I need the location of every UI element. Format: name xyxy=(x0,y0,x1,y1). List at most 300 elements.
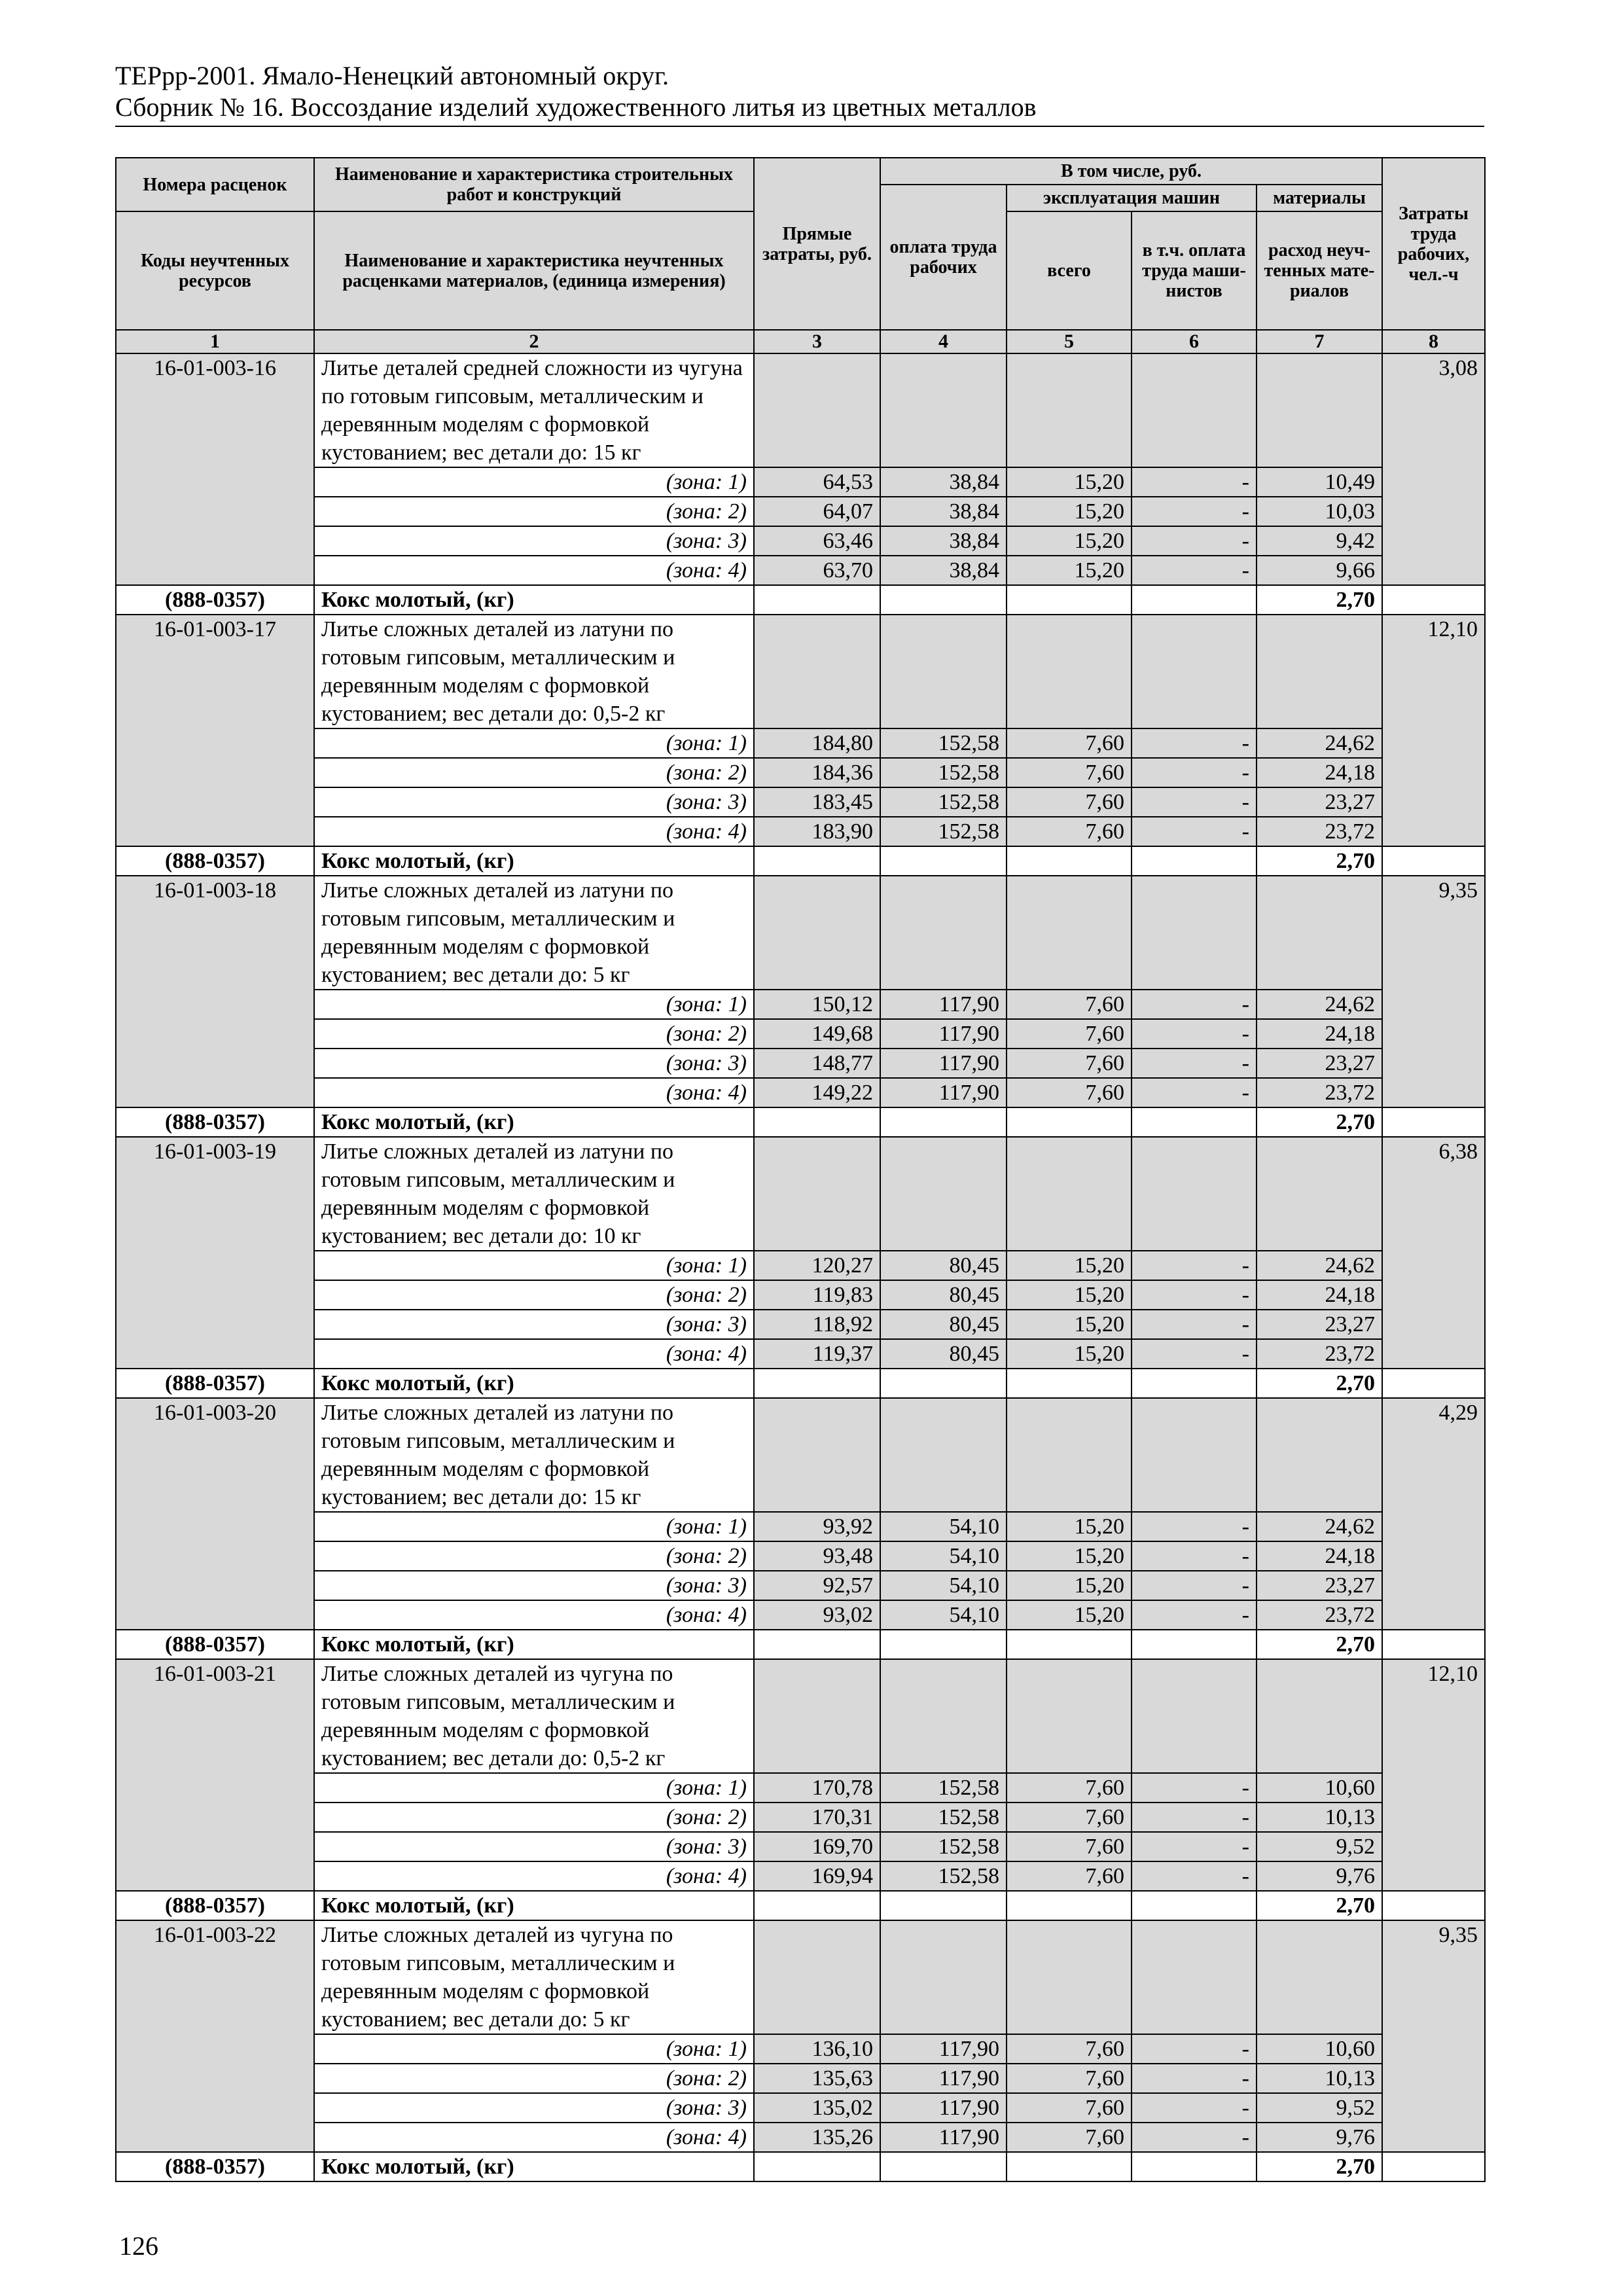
zone-materials: 23,72 xyxy=(1257,817,1382,846)
resource-empty-cell xyxy=(754,1630,880,1659)
zone-label: (зона: 1) xyxy=(314,990,754,1019)
zone-workers-pay: 152,58 xyxy=(880,1773,1007,1803)
column-number: 1 xyxy=(116,330,314,353)
zone-direct-cost: 63,46 xyxy=(754,526,880,556)
rate-cell-machines xyxy=(1007,1659,1132,1773)
rate-description: Литье сложных деталей из латуни по готовым гипсовым, металлическим и деревянным моделям с формовкой кустованием; вес детали до: 5 кг xyxy=(314,876,754,990)
rate-description: Литье сложных деталей из чугуна по готовым гипсовым, металлическим и деревянным моделям с формовкой кустованием; вес детали до: 5 кг xyxy=(314,1920,754,2034)
zone-machines-total: 7,60 xyxy=(1007,2034,1132,2064)
resource-name: Кокс молотый, (кг) xyxy=(314,1369,754,1398)
resource-code: (888-0357) xyxy=(116,585,314,615)
zone-row xyxy=(116,1571,1485,1600)
rate-cell-direct xyxy=(754,1398,880,1512)
resource-empty-cell xyxy=(754,1369,880,1398)
col-workers-pay: оплата труда рабочих xyxy=(880,185,1007,330)
zone-machinist-pay: - xyxy=(1132,1310,1257,1339)
zone-direct-cost: 183,90 xyxy=(754,817,880,846)
zone-row xyxy=(116,758,1485,787)
zone-machinist-pay: - xyxy=(1132,758,1257,787)
rate-row xyxy=(116,876,1485,990)
zone-row xyxy=(116,990,1485,1019)
zone-workers-pay: 117,90 xyxy=(880,1019,1007,1049)
zone-row xyxy=(116,2093,1485,2123)
resource-empty-cell xyxy=(754,585,880,615)
zone-materials: 24,18 xyxy=(1257,758,1382,787)
zone-materials: 23,27 xyxy=(1257,1310,1382,1339)
zone-label: (зона: 4) xyxy=(314,817,754,846)
col-direct-costs: Прямые затраты, руб. xyxy=(754,158,880,330)
zone-machines-total: 7,60 xyxy=(1007,1803,1132,1832)
zone-machines-total: 7,60 xyxy=(1007,2093,1132,2123)
zone-materials: 10,60 xyxy=(1257,2034,1382,2064)
resource-empty-cell xyxy=(880,846,1007,876)
rate-cell-direct xyxy=(754,1137,880,1251)
rate-cell-materials xyxy=(1257,353,1382,467)
zone-materials: 9,76 xyxy=(1257,2123,1382,2152)
col-labor-cost: Затраты труда рабочих, чел.-ч xyxy=(1382,158,1485,330)
zone-machinist-pay: - xyxy=(1132,1861,1257,1891)
zone-materials: 9,66 xyxy=(1257,556,1382,585)
zone-machines-total: 7,60 xyxy=(1007,2064,1132,2093)
zone-direct-cost: 93,92 xyxy=(754,1512,880,1541)
zone-machinist-pay: - xyxy=(1132,1773,1257,1803)
zone-materials: 24,18 xyxy=(1257,1541,1382,1571)
zone-materials: 10,60 xyxy=(1257,1773,1382,1803)
zone-materials: 23,72 xyxy=(1257,1339,1382,1369)
rate-cell-materials xyxy=(1257,876,1382,990)
resource-empty-cell xyxy=(754,2152,880,2181)
resource-code: (888-0357) xyxy=(116,1107,314,1137)
zone-direct-cost: 118,92 xyxy=(754,1310,880,1339)
zone-row xyxy=(116,1803,1485,1832)
zone-label: (зона: 3) xyxy=(314,1049,754,1078)
resource-empty-cell xyxy=(1007,846,1132,876)
rate-labor: 3,08 xyxy=(1382,353,1485,585)
zone-row xyxy=(116,1512,1485,1541)
zone-row xyxy=(116,1078,1485,1107)
zone-label: (зона: 1) xyxy=(314,2034,754,2064)
resource-empty-cell xyxy=(1132,1369,1257,1398)
zone-label: (зона: 2) xyxy=(314,497,754,526)
zone-machines-total: 15,20 xyxy=(1007,556,1132,585)
zone-label: (зона: 2) xyxy=(314,1019,754,1049)
zone-row xyxy=(116,1861,1485,1891)
zone-workers-pay: 54,10 xyxy=(880,1571,1007,1600)
resource-empty-cell xyxy=(1382,585,1485,615)
rate-cell-pay xyxy=(880,1398,1007,1512)
zone-machines-total: 15,20 xyxy=(1007,1310,1132,1339)
rate-cell-direct xyxy=(754,876,880,990)
zone-row xyxy=(116,1280,1485,1310)
zone-machines-total: 7,60 xyxy=(1007,1861,1132,1891)
zone-label: (зона: 3) xyxy=(314,1832,754,1861)
zone-direct-cost: 150,12 xyxy=(754,990,880,1019)
zone-machines-total: 15,20 xyxy=(1007,1251,1132,1280)
resource-amount: 2,70 xyxy=(1257,1630,1382,1659)
zone-row xyxy=(116,1773,1485,1803)
resource-amount: 2,70 xyxy=(1257,1107,1382,1137)
resource-empty-cell xyxy=(1382,1369,1485,1398)
page-header xyxy=(115,60,1483,123)
zone-workers-pay: 117,90 xyxy=(880,2064,1007,2093)
collection-title: ТЕРрр-2001. Ямало-Ненецкий автономный округ. xyxy=(115,61,669,90)
zone-direct-cost: 184,36 xyxy=(754,758,880,787)
header-rule xyxy=(115,126,1484,127)
zone-label: (зона: 3) xyxy=(314,2093,754,2123)
zone-row xyxy=(116,526,1485,556)
zone-machines-total: 7,60 xyxy=(1007,728,1132,758)
column-number: 8 xyxy=(1382,330,1485,353)
resource-row xyxy=(116,1107,1485,1137)
rate-code: 16-01-003-17 xyxy=(116,615,314,846)
zone-machinist-pay: - xyxy=(1132,990,1257,1019)
zone-label: (зона: 1) xyxy=(314,1773,754,1803)
zone-direct-cost: 93,02 xyxy=(754,1600,880,1630)
zone-label: (зона: 2) xyxy=(314,1280,754,1310)
zone-materials: 23,27 xyxy=(1257,1571,1382,1600)
rate-description: Литье сложных деталей из латуни по готовым гипсовым, металлическим и деревянным моделям с формовкой кустованием; вес детали до: 10 кг xyxy=(314,1137,754,1251)
zone-materials: 10,03 xyxy=(1257,497,1382,526)
resource-name: Кокс молотый, (кг) xyxy=(314,1107,754,1137)
zone-machinist-pay: - xyxy=(1132,1280,1257,1310)
zone-direct-cost: 170,31 xyxy=(754,1803,880,1832)
zone-workers-pay: 117,90 xyxy=(880,1049,1007,1078)
zone-materials: 23,27 xyxy=(1257,1049,1382,1078)
zone-machinist-pay: - xyxy=(1132,2093,1257,2123)
zone-row xyxy=(116,1339,1485,1369)
zone-machines-total: 7,60 xyxy=(1007,990,1132,1019)
zone-machines-total: 15,20 xyxy=(1007,1280,1132,1310)
zone-direct-cost: 136,10 xyxy=(754,2034,880,2064)
zone-machinist-pay: - xyxy=(1132,2064,1257,2093)
zone-machines-total: 15,20 xyxy=(1007,1512,1132,1541)
resource-empty-cell xyxy=(1132,2152,1257,2181)
zone-materials: 24,62 xyxy=(1257,728,1382,758)
column-number: 5 xyxy=(1007,330,1132,353)
zone-row xyxy=(116,787,1485,817)
zone-label: (зона: 1) xyxy=(314,1251,754,1280)
column-number: 7 xyxy=(1257,330,1382,353)
resource-empty-cell xyxy=(1132,1891,1257,1920)
zone-row xyxy=(116,1541,1485,1571)
zone-workers-pay: 54,10 xyxy=(880,1600,1007,1630)
rate-code: 16-01-003-22 xyxy=(116,1920,314,2152)
rate-cell-pay xyxy=(880,615,1007,728)
resource-row xyxy=(116,846,1485,876)
zone-direct-cost: 64,53 xyxy=(754,467,880,497)
rate-cell-pay xyxy=(880,353,1007,467)
resource-name: Кокс молотый, (кг) xyxy=(314,1630,754,1659)
rate-cell-materials xyxy=(1257,615,1382,728)
resource-empty-cell xyxy=(1382,2152,1485,2181)
zone-machinist-pay: - xyxy=(1132,787,1257,817)
zone-workers-pay: 117,90 xyxy=(880,2034,1007,2064)
zone-materials: 24,18 xyxy=(1257,1280,1382,1310)
zone-workers-pay: 38,84 xyxy=(880,497,1007,526)
zone-machines-total: 15,20 xyxy=(1007,467,1132,497)
zone-label: (зона: 4) xyxy=(314,1078,754,1107)
resource-amount: 2,70 xyxy=(1257,1891,1382,1920)
page-number: 126 xyxy=(119,2231,158,2261)
zone-row xyxy=(116,1310,1485,1339)
zone-machines-total: 15,20 xyxy=(1007,1339,1132,1369)
resource-code: (888-0357) xyxy=(116,1369,314,1398)
rate-cell-machinists xyxy=(1132,353,1257,467)
resource-empty-cell xyxy=(880,1891,1007,1920)
col-rate-numbers: Номера расценок xyxy=(116,158,314,211)
rate-labor: 12,10 xyxy=(1382,615,1485,846)
rate-cell-direct xyxy=(754,1920,880,2034)
zone-direct-cost: 169,94 xyxy=(754,1861,880,1891)
resource-empty-cell xyxy=(1007,1107,1132,1137)
zone-direct-cost: 170,78 xyxy=(754,1773,880,1803)
zone-label: (зона: 2) xyxy=(314,1541,754,1571)
resource-empty-cell xyxy=(1382,1107,1485,1137)
zone-workers-pay: 117,90 xyxy=(880,2123,1007,2152)
zone-workers-pay: 152,58 xyxy=(880,1832,1007,1861)
zone-workers-pay: 80,45 xyxy=(880,1310,1007,1339)
resource-empty-cell xyxy=(880,1369,1007,1398)
zone-workers-pay: 54,10 xyxy=(880,1512,1007,1541)
zone-workers-pay: 80,45 xyxy=(880,1280,1007,1310)
zone-row xyxy=(116,2064,1485,2093)
zone-materials: 23,27 xyxy=(1257,787,1382,817)
zone-machinist-pay: - xyxy=(1132,728,1257,758)
rate-cell-machinists xyxy=(1132,1659,1257,1773)
zone-materials: 23,72 xyxy=(1257,1600,1382,1630)
column-number: 4 xyxy=(880,330,1007,353)
zone-row xyxy=(116,1832,1485,1861)
resource-empty-cell xyxy=(880,2152,1007,2181)
rate-cell-machines xyxy=(1007,1398,1132,1512)
table-body xyxy=(116,353,1485,2181)
rate-row xyxy=(116,1920,1485,2034)
zone-direct-cost: 135,02 xyxy=(754,2093,880,2123)
zone-machinist-pay: - xyxy=(1132,1339,1257,1369)
zone-label: (зона: 4) xyxy=(314,1600,754,1630)
zone-workers-pay: 152,58 xyxy=(880,728,1007,758)
zone-workers-pay: 152,58 xyxy=(880,787,1007,817)
rate-labor: 4,29 xyxy=(1382,1398,1485,1630)
resource-name: Кокс молотый, (кг) xyxy=(314,585,754,615)
zone-workers-pay: 152,58 xyxy=(880,1861,1007,1891)
zone-direct-cost: 119,83 xyxy=(754,1280,880,1310)
zone-machinist-pay: - xyxy=(1132,526,1257,556)
zone-row xyxy=(116,817,1485,846)
zone-machinist-pay: - xyxy=(1132,817,1257,846)
rate-cell-materials xyxy=(1257,1659,1382,1773)
zone-materials: 9,76 xyxy=(1257,1861,1382,1891)
resource-empty-cell xyxy=(754,846,880,876)
resource-row xyxy=(116,585,1485,615)
rate-row xyxy=(116,615,1485,728)
rate-cell-machinists xyxy=(1132,1920,1257,2034)
zone-machines-total: 7,60 xyxy=(1007,1832,1132,1861)
rate-row xyxy=(116,1137,1485,1251)
rate-description: Литье сложных деталей из латуни по готовым гипсовым, металлическим и деревянным моделям с формовкой кустованием; вес детали до: 15 кг xyxy=(314,1398,754,1512)
resource-empty-cell xyxy=(880,585,1007,615)
zone-label: (зона: 3) xyxy=(314,526,754,556)
zone-machinist-pay: - xyxy=(1132,1251,1257,1280)
zone-machines-total: 7,60 xyxy=(1007,817,1132,846)
zone-machinist-pay: - xyxy=(1132,1803,1257,1832)
zone-label: (зона: 2) xyxy=(314,1803,754,1832)
rate-cell-pay xyxy=(880,1920,1007,2034)
zone-materials: 24,18 xyxy=(1257,1019,1382,1049)
zone-materials: 9,42 xyxy=(1257,526,1382,556)
resource-empty-cell xyxy=(1007,1369,1132,1398)
zone-workers-pay: 38,84 xyxy=(880,467,1007,497)
zone-machines-total: 15,20 xyxy=(1007,1571,1132,1600)
zone-direct-cost: 149,68 xyxy=(754,1019,880,1049)
zone-label: (зона: 4) xyxy=(314,1339,754,1369)
rate-cell-direct xyxy=(754,353,880,467)
rate-labor: 6,38 xyxy=(1382,1137,1485,1369)
rate-labor: 12,10 xyxy=(1382,1659,1485,1891)
resource-empty-cell xyxy=(1007,2152,1132,2181)
zone-direct-cost: 135,26 xyxy=(754,2123,880,2152)
table-header xyxy=(116,158,1485,353)
zone-row xyxy=(116,556,1485,585)
zone-machinist-pay: - xyxy=(1132,1832,1257,1861)
resource-empty-cell xyxy=(1132,1107,1257,1137)
zone-label: (зона: 2) xyxy=(314,758,754,787)
rate-cell-machines xyxy=(1007,876,1132,990)
zone-direct-cost: 149,22 xyxy=(754,1078,880,1107)
zone-machines-total: 7,60 xyxy=(1007,1773,1132,1803)
zone-materials: 9,52 xyxy=(1257,2093,1382,2123)
resource-code: (888-0357) xyxy=(116,2152,314,2181)
rate-row xyxy=(116,1659,1485,1773)
resource-amount: 2,70 xyxy=(1257,1369,1382,1398)
resource-empty-cell xyxy=(754,1891,880,1920)
zone-label: (зона: 4) xyxy=(314,1861,754,1891)
column-number: 2 xyxy=(314,330,754,353)
rate-code: 16-01-003-20 xyxy=(116,1398,314,1630)
zone-materials: 24,62 xyxy=(1257,990,1382,1019)
zone-row xyxy=(116,1600,1485,1630)
rate-code: 16-01-003-18 xyxy=(116,876,314,1107)
rate-cell-machines xyxy=(1007,353,1132,467)
zone-row xyxy=(116,2034,1485,2064)
resource-code: (888-0357) xyxy=(116,846,314,876)
resource-row xyxy=(116,1369,1485,1398)
zone-machines-total: 7,60 xyxy=(1007,2123,1132,2152)
zone-machinist-pay: - xyxy=(1132,497,1257,526)
resource-empty-cell xyxy=(1382,846,1485,876)
zone-direct-cost: 93,48 xyxy=(754,1541,880,1571)
rate-code: 16-01-003-16 xyxy=(116,353,314,585)
zone-label: (зона: 1) xyxy=(314,467,754,497)
rate-description: Литье деталей средней сложности из чугуна по готовым гипсовым, металлическим и деревянным моделям с формовкой кустованием; вес детали до: 15 кг xyxy=(314,353,754,467)
zone-machinist-pay: - xyxy=(1132,467,1257,497)
zone-machinist-pay: - xyxy=(1132,2123,1257,2152)
rate-cell-machinists xyxy=(1132,1137,1257,1251)
zone-machinist-pay: - xyxy=(1132,1571,1257,1600)
col-resource-codes: Коды неучтенных ресурсов xyxy=(116,211,314,330)
col-unaccounted-name: Наименование и характеристика неучтенных расценками материалов, (единица измерения) xyxy=(314,211,754,330)
zone-materials: 24,62 xyxy=(1257,1251,1382,1280)
zone-label: (зона: 3) xyxy=(314,1310,754,1339)
zone-machines-total: 7,60 xyxy=(1007,1019,1132,1049)
zone-machines-total: 15,20 xyxy=(1007,497,1132,526)
zone-workers-pay: 80,45 xyxy=(880,1251,1007,1280)
zone-machinist-pay: - xyxy=(1132,1600,1257,1630)
zone-materials: 24,62 xyxy=(1257,1512,1382,1541)
rates-table xyxy=(115,157,1486,2182)
zone-machines-total: 15,20 xyxy=(1007,1600,1132,1630)
zone-row xyxy=(116,467,1485,497)
zone-row xyxy=(116,1251,1485,1280)
zone-row xyxy=(116,728,1485,758)
zone-row xyxy=(116,497,1485,526)
zone-direct-cost: 148,77 xyxy=(754,1049,880,1078)
resource-amount: 2,70 xyxy=(1257,846,1382,876)
col-machines: эксплуатация машин xyxy=(1007,185,1257,211)
zone-label: (зона: 1) xyxy=(314,1512,754,1541)
resource-empty-cell xyxy=(1382,1630,1485,1659)
rate-cell-machines xyxy=(1007,1920,1132,2034)
rate-cell-pay xyxy=(880,1659,1007,1773)
zone-workers-pay: 117,90 xyxy=(880,1078,1007,1107)
zone-direct-cost: 183,45 xyxy=(754,787,880,817)
rate-cell-direct xyxy=(754,615,880,728)
zone-direct-cost: 135,63 xyxy=(754,2064,880,2093)
column-number: 3 xyxy=(754,330,880,353)
zone-machines-total: 7,60 xyxy=(1007,758,1132,787)
zone-row xyxy=(116,2123,1485,2152)
zone-machines-total: 15,20 xyxy=(1007,1541,1132,1571)
zone-materials: 10,49 xyxy=(1257,467,1382,497)
resource-row xyxy=(116,1891,1485,1920)
zone-workers-pay: 152,58 xyxy=(880,1803,1007,1832)
zone-label: (зона: 2) xyxy=(314,2064,754,2093)
resource-code: (888-0357) xyxy=(116,1630,314,1659)
zone-machinist-pay: - xyxy=(1132,1019,1257,1049)
zone-workers-pay: 54,10 xyxy=(880,1541,1007,1571)
resource-empty-cell xyxy=(880,1630,1007,1659)
zone-direct-cost: 120,27 xyxy=(754,1251,880,1280)
zone-workers-pay: 38,84 xyxy=(880,526,1007,556)
zone-machines-total: 7,60 xyxy=(1007,787,1132,817)
zone-machinist-pay: - xyxy=(1132,1049,1257,1078)
rate-code: 16-01-003-19 xyxy=(116,1137,314,1369)
col-machines-total: всего xyxy=(1007,211,1132,330)
zone-row xyxy=(116,1019,1485,1049)
zone-workers-pay: 80,45 xyxy=(880,1339,1007,1369)
resource-amount: 2,70 xyxy=(1257,585,1382,615)
rate-cell-machines xyxy=(1007,615,1132,728)
rate-row xyxy=(116,1398,1485,1512)
rate-cell-materials xyxy=(1257,1398,1382,1512)
rate-labor: 9,35 xyxy=(1382,876,1485,1107)
zone-label: (зона: 4) xyxy=(314,2123,754,2152)
zone-direct-cost: 92,57 xyxy=(754,1571,880,1600)
zone-workers-pay: 152,58 xyxy=(880,817,1007,846)
resource-empty-cell xyxy=(1007,1630,1132,1659)
resource-code: (888-0357) xyxy=(116,1891,314,1920)
zone-machinist-pay: - xyxy=(1132,1512,1257,1541)
resource-amount: 2,70 xyxy=(1257,2152,1382,2181)
zone-direct-cost: 63,70 xyxy=(754,556,880,585)
resource-empty-cell xyxy=(1007,1891,1132,1920)
resource-empty-cell xyxy=(1132,846,1257,876)
col-materials: материалы xyxy=(1257,185,1382,211)
zone-machinist-pay: - xyxy=(1132,556,1257,585)
rate-cell-pay xyxy=(880,876,1007,990)
column-number: 6 xyxy=(1132,330,1257,353)
rate-cell-machines xyxy=(1007,1137,1132,1251)
